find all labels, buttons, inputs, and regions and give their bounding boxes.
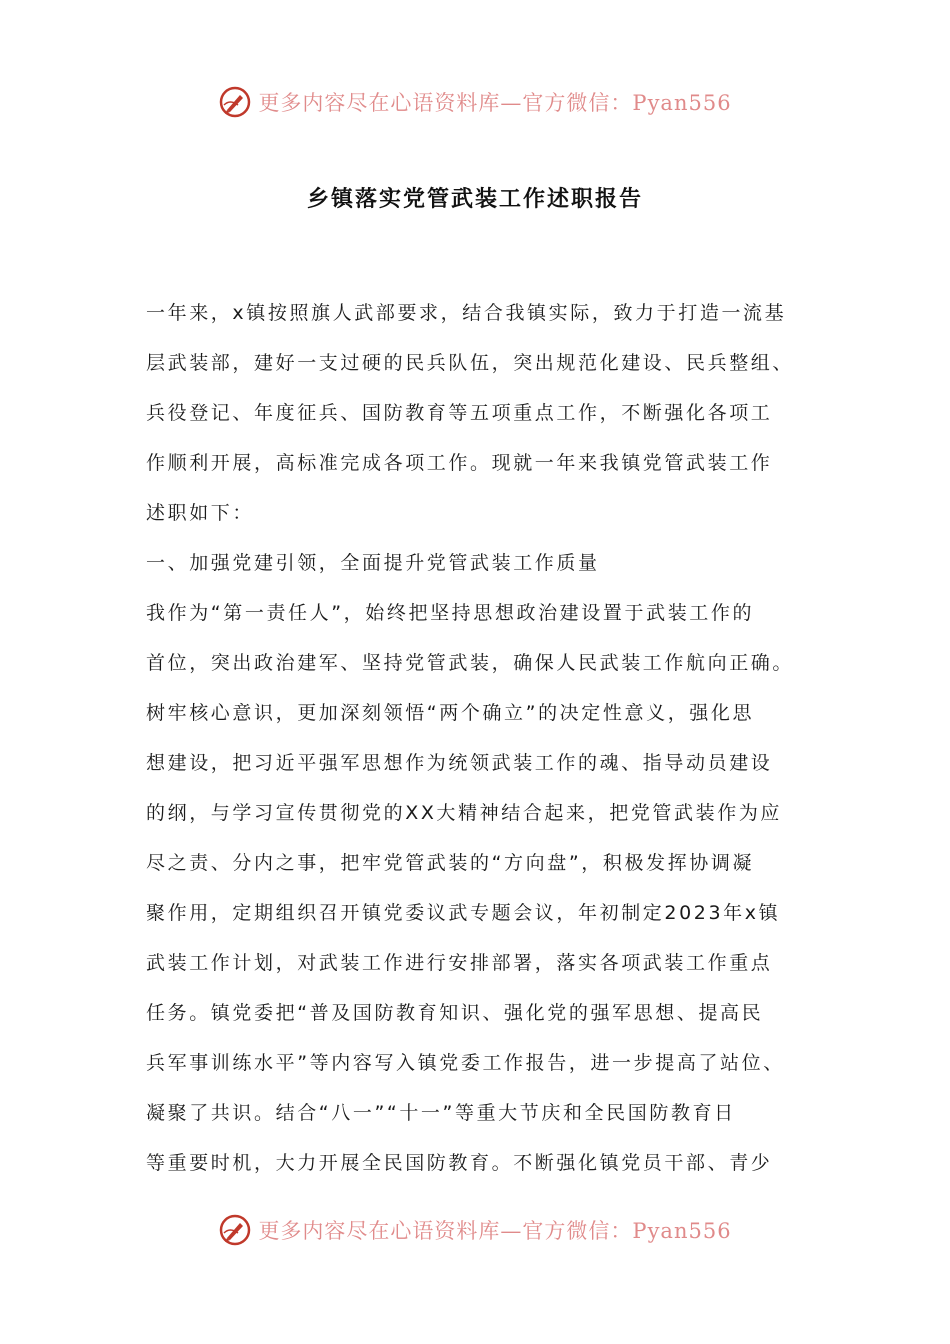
paragraph-line: 任务。镇党委把“普及国防教育知识、强化党的强军思想、提高民 bbox=[146, 1002, 764, 1024]
section-heading: 一、加强党建引领，全面提升党管武装工作质量 bbox=[146, 552, 600, 574]
paragraph-line: 的纲，与学习宣传贯彻党的XX大精神结合起来，把党管武装作为应 bbox=[146, 802, 783, 824]
watermark-text: 更多内容尽在心语资料库—官方微信：Pyan556 bbox=[258, 1219, 732, 1243]
watermark-text: 更多内容尽在心语资料库—官方微信：Pyan556 bbox=[258, 91, 732, 115]
paragraph-line: 作顺利开展，高标准完成各项工作。现就一年来我镇党管武装工作 bbox=[146, 452, 773, 474]
header-watermark bbox=[0, 82, 950, 122]
paragraph-line: 述职如下： bbox=[146, 502, 255, 524]
pen-circle-logo-icon bbox=[218, 85, 252, 119]
paragraph-line: 想建设，把习近平强军思想作为统领武装工作的魂、指导动员建设 bbox=[146, 752, 773, 774]
document-body bbox=[146, 290, 826, 1190]
paragraph-line: 首位，突出政治建军、坚持党管武装，确保人民武装工作航向正确。 bbox=[146, 652, 795, 674]
paragraph-line: 兵役登记、年度征兵、国防教育等五项重点工作，不断强化各项工 bbox=[146, 402, 773, 424]
pen-circle-logo-icon bbox=[218, 1213, 252, 1247]
paragraph-line: 聚作用，定期组织召开镇党委议武专题会议，年初制定2023年x镇 bbox=[146, 902, 781, 924]
paragraph-line: 我作为“第一责任人”，始终把坚持思想政治建设置于武装工作的 bbox=[146, 602, 755, 624]
paragraph-line: 凝聚了共识。结合“八一”“十一”等重大节庆和全民国防教育日 bbox=[146, 1102, 736, 1124]
paragraph-line: 一年来，x镇按照旗人武部要求，结合我镇实际，致力于打造一流基 bbox=[146, 302, 787, 324]
footer-watermark bbox=[0, 1210, 950, 1250]
paragraph-line: 尽之责、分内之事，把牢党管武装的“方向盘”，积极发挥协调凝 bbox=[146, 852, 755, 874]
paragraph-line: 兵军事训练水平”等内容写入镇党委工作报告，进一步提高了站位、 bbox=[146, 1052, 785, 1074]
paragraph-line: 层武装部，建好一支过硬的民兵队伍，突出规范化建设、民兵整组、 bbox=[146, 352, 795, 374]
paragraph-line: 等重要时机，大力开展全民国防教育。不断强化镇党员干部、青少 bbox=[146, 1152, 773, 1174]
paragraph-line: 武装工作计划，对武装工作进行安排部署，落实各项武装工作重点 bbox=[146, 952, 773, 974]
document-title: 乡镇落实党管武装工作述职报告 bbox=[306, 187, 643, 212]
paragraph-line: 树牢核心意识，更加深刻领悟“两个确立”的决定性意义，强化思 bbox=[146, 702, 755, 724]
